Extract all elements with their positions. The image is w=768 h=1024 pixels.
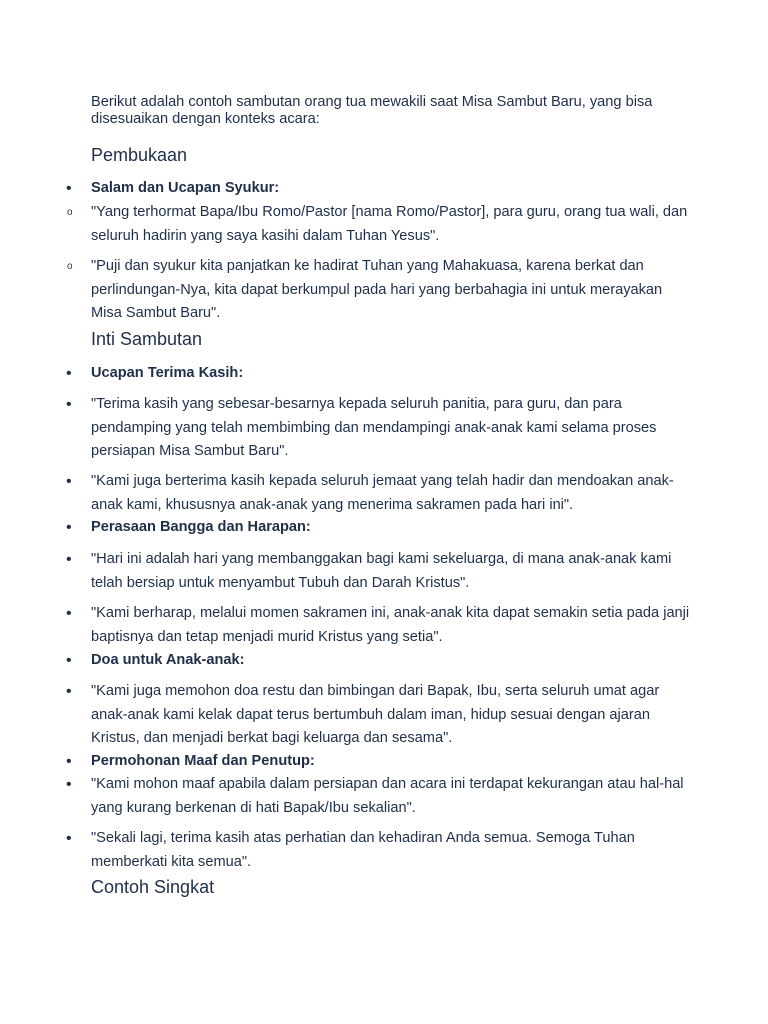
bullet-dot: • xyxy=(66,473,72,490)
bullet-dot: • xyxy=(66,652,72,669)
section-label-bangga: Perasaan Bangga dan Harapan: xyxy=(91,519,311,535)
bullet-dot: • xyxy=(66,551,72,568)
section-label-salam: Salam dan Ucapan Syukur: xyxy=(91,180,280,196)
bullet-dot: • xyxy=(66,396,72,413)
heading-pembukaan: Pembukaan xyxy=(91,145,188,165)
bullet-dot: • xyxy=(66,365,72,382)
section-label-terima-kasih: Ucapan Terima Kasih: xyxy=(91,365,244,381)
bullet-dot: • xyxy=(66,605,72,622)
list-item: "Kami berharap, melalui momen sakramen ini, anak-anak kita dapat semakin setia pada janji baptisnya dan tetap menjadi murid Kristus yang setia". xyxy=(91,605,690,645)
bullet-dot: • xyxy=(66,830,72,847)
list-item: "Sekali lagi, terima kasih atas perhatian dan kehadiran Anda semua. Semoga Tuhan memberkati kita semua". xyxy=(91,830,635,870)
bullet-circle: o xyxy=(67,261,73,272)
bullet-dot: • xyxy=(66,683,72,700)
bullet-dot: • xyxy=(66,753,72,770)
list-item: "Hari ini adalah hari yang membanggakan bagi kami sekeluarga, di mana anak-anak kami telah bersiap untuk menyambut Tubuh dan Darah Kristus". xyxy=(91,551,672,591)
list-item: "Kami juga memohon doa restu dan bimbingan dari Bapak, Ibu, serta seluruh umat agar anak-anak kami kelak dapat terus bertumbuh dalam iman, hidup sesuai dengan ajaran Kristus, dan menjadi berkat bagi keluarga dan sesama". xyxy=(91,683,660,746)
list-item: "Yang terhormat Bapa/Ibu Romo/Pastor [nama Romo/Pastor], para guru, orang tua wali, dan seluruh hadirin yang saya kasihi dalam Tuhan Yesus". xyxy=(91,204,688,244)
bullet-dot: • xyxy=(66,180,72,197)
bullet-dot: • xyxy=(66,519,72,536)
heading-inti-sambutan: Inti Sambutan xyxy=(91,329,203,349)
bullet-circle: o xyxy=(67,207,73,218)
bullet-dot: • xyxy=(66,776,72,793)
list-item: "Puji dan syukur kita panjatkan ke hadirat Tuhan yang Mahakuasa, karena berkat dan perlindungan-Nya, kita dapat berkumpul pada hari yang berbahagia ini untuk merayakan Misa Sambut Baru". xyxy=(91,258,663,321)
section-label-doa: Doa untuk Anak-anak: xyxy=(91,652,245,668)
intro-paragraph: Berikut adalah contoh sambutan orang tua mewakili saat Misa Sambut Baru, yang bisa disesuaikan dengan konteks acara: xyxy=(91,94,653,127)
heading-contoh-singkat: Contoh Singkat xyxy=(91,877,215,897)
list-item: "Kami mohon maaf apabila dalam persiapan dan acara ini terdapat kekurangan atau hal-hal yang kurang berkenan di hati Bapak/Ibu sekalian". xyxy=(91,776,684,816)
list-item: "Kami juga berterima kasih kepada seluruh jemaat yang telah hadir dan mendoakan anak-anak kami, khususnya anak-anak yang menerima sakramen pada hari ini". xyxy=(91,473,674,513)
list-item: "Terima kasih yang sebesar-besarnya kepada seluruh panitia, para guru, dan para pendamping yang telah membimbing dan mendampingi anak-anak kami selama proses persiapan Misa Sambut Baru". xyxy=(91,396,657,459)
section-label-penutup: Permohonan Maaf dan Penutup: xyxy=(91,753,315,769)
